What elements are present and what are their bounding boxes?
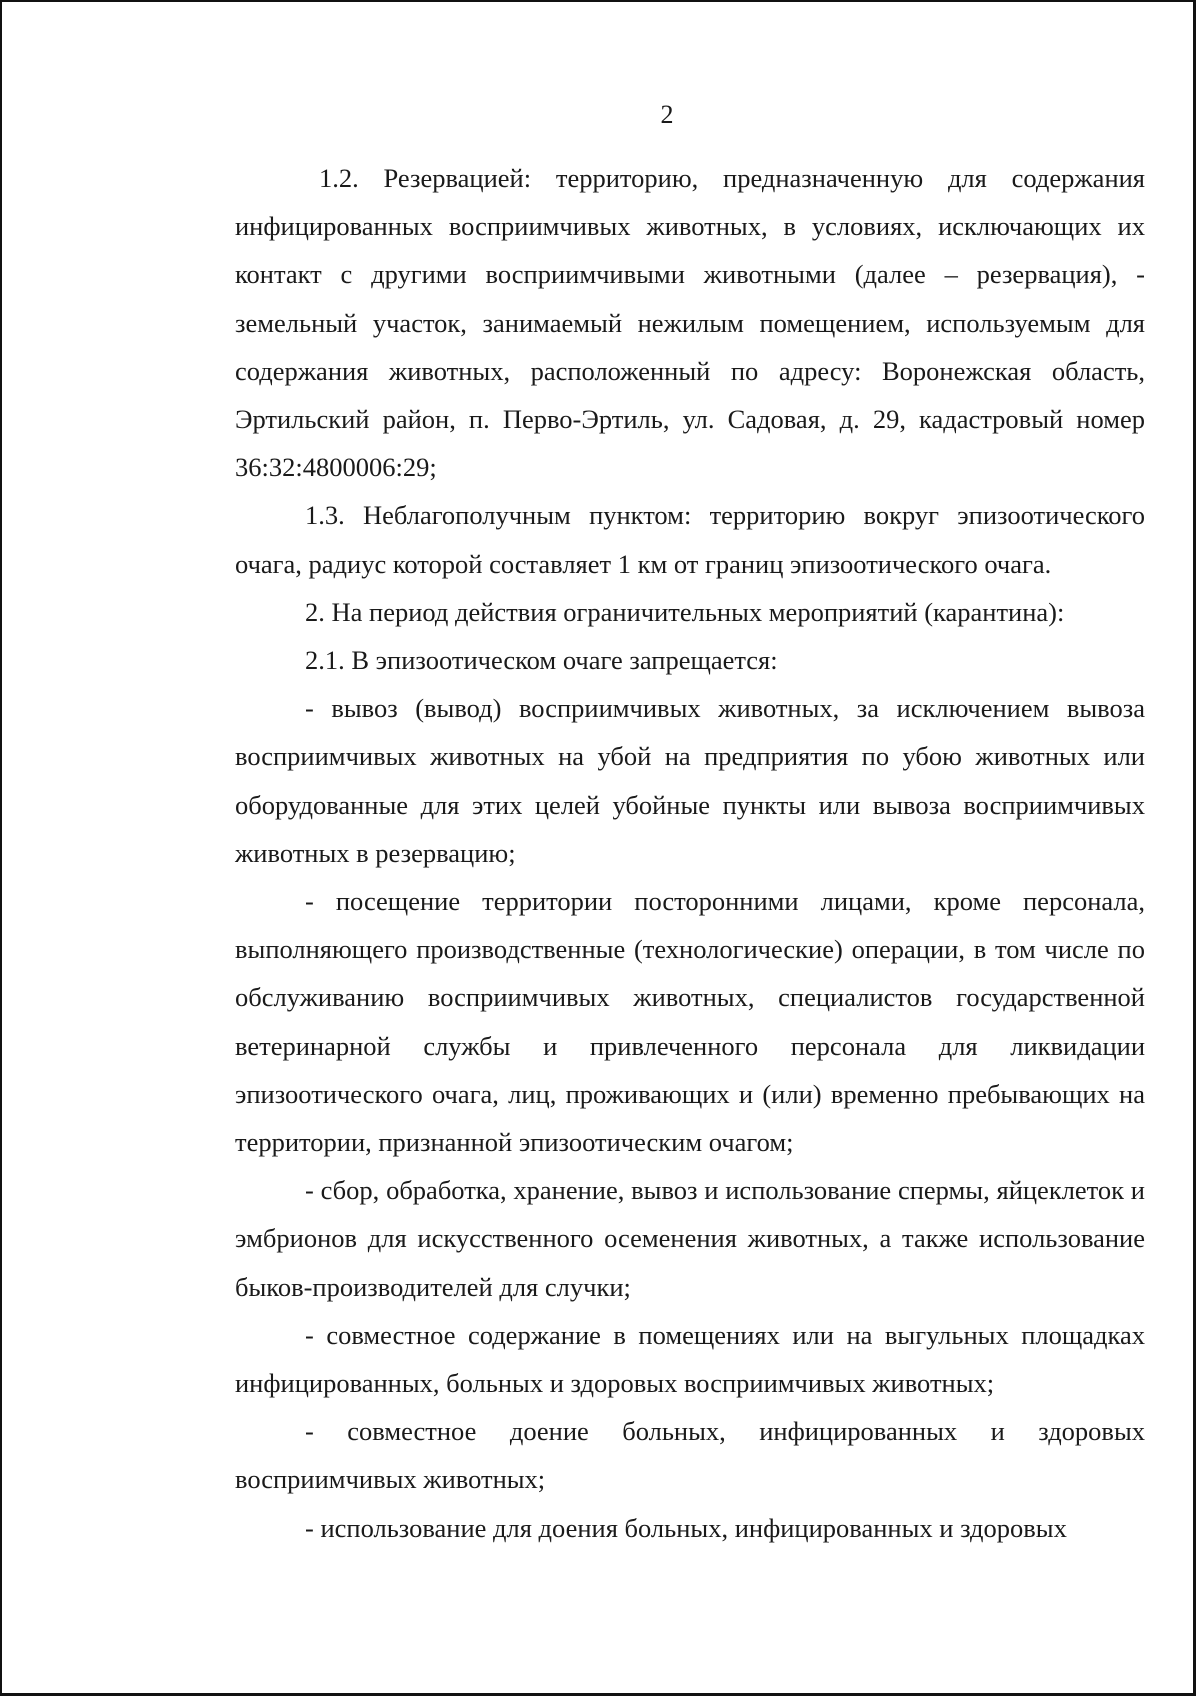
list-item-territory-visits: - посещение территории посторонними лицами, кроме персонала, выполняющего производственные (технологические) операции, в том числе по обслуживанию восприимчивых животных, специалистов государственной ветеринарной службы и привлеченного персонала для ликвидации эпизоотического очага, лиц, проживающих и (или) временно пребывающих на территории, признанной эпизоотическим очагом; <box>235 886 1145 1158</box>
paragraph-1-3-unfavorable-point: 1.3. Неблагополучным пунктом: территорию вокруг эпизоотического очага, радиус которой составляет 1 км от границ эпизоотического очага. <box>235 500 1145 579</box>
document-body <box>235 154 1145 1552</box>
list-item-joint-keeping: - совместное содержание в помещениях или на выгульных площадках инфицированных, больных и здоровых восприимчивых животных; <box>235 1319 1145 1399</box>
list-item-animal-export: - вывоз (вывод) восприимчивых животных, за исключением вывоза восприимчивых животных на убой на предприятия по убою животных или оборудованные для этих целей убойные пункты или вывоза восприимчивых животных в резервацию; <box>235 693 1145 868</box>
paragraph-1-2-reservation: 1.2. Резервацией: территорию, предназначенную для содержания инфицированных восприимчивых животных, в условиях, исключающих их контакт с другими восприимчивыми животными (далее – резервация), - земельный участок, занимаемый нежилым помещением, используемым для содержания животных, расположенный по адресу: Воронежская область, Эртильский район, п. Перво-Эртиль, ул. Садовая, д. 29, кадастровый номер 36:32:4800006:29; <box>235 163 1145 483</box>
list-item-joint-milking: - совместное доение больных, инфицированных и здоровых восприимчивых животных; <box>235 1416 1145 1495</box>
page-number: 2 <box>660 100 674 129</box>
paragraph-2-quarantine-period: 2. На период действия ограничительных мероприятий (карантина): <box>305 596 1065 627</box>
list-item-milking-equipment: - использование для доения больных, инфицированных и здоровых <box>305 1512 1067 1543</box>
list-item-semen-collection: - сбор, обработка, хранение, вывоз и использование спермы, яйцеклеток и эмбрионов для искусственного осеменения животных, а также использование быков-производителей для случки; <box>235 1175 1145 1302</box>
paragraph-2-1-prohibitions: 2.1. В эпизоотическом очаге запрещается: <box>305 645 778 676</box>
